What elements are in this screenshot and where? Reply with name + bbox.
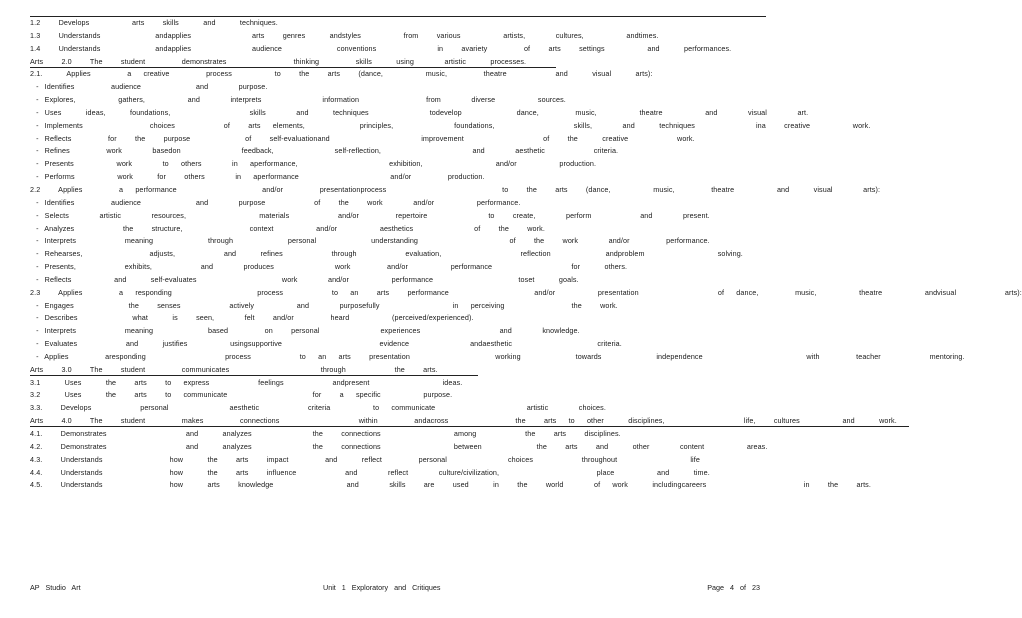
section-heading: Arts 4.0 The student makes connections within andacross the arts to other disciplines, life, cultures and work.: [30, 415, 770, 428]
bullet-line: - Evaluates and justifies usingsupportive evidence andaesthetic criteria.: [30, 339, 622, 349]
standard-line: 4.1. Demonstrates and analyzes the connections among the arts disciplines.: [30, 429, 621, 438]
standard-line: 1.4 Understands andapplies audience conventions in avariety of arts settings and performances.: [30, 43, 732, 53]
bullet-line: - Implements choices of arts elements, principles, foundations, skills, and techniques ina creative work.: [30, 120, 871, 130]
footer-page-number: Page 4 of 23: [707, 583, 760, 592]
standard-line: 3.3. Develops personal aesthetic criteria to communicate artistic choices.: [30, 403, 606, 413]
section-heading: Arts 2.0 The student demonstrates thinking skills using artistic processes.: [30, 56, 770, 69]
bullet-line: - Uses ideas, foundations, skills and techniques todevelop dance, music, theatre and visual art.: [30, 107, 809, 117]
bullet-line: - Rehearses, adjusts, and refines through evaluation, reflection andproblem solving.: [30, 249, 743, 259]
bullet-line: - Reflects for the purpose of self-evaluationand improvement of the creative work.: [30, 133, 695, 143]
bullet-line: - Explores, gathers, and interprets information from diverse sources.: [30, 95, 566, 105]
standard-line: 2.3 Applies a responding process to an arts performance and/or presentation of dance, music, theatre andvisual arts):: [30, 287, 1022, 297]
standard-line: 4.3. Understands how the arts impact and reflect personal choices throughout life: [30, 454, 700, 464]
standard-line: 3.1 Uses the arts to express feelings andpresent ideas.: [30, 377, 463, 387]
footer-unit: Unit 1 Exploratory and Critiques: [323, 583, 441, 592]
bullet-line: - Describes what is seen, felt and/or heard (perceived/experienced).: [30, 313, 474, 323]
bullet-line: - Refines work basedon feedback, self-reflection, and aesthetic criteria.: [30, 146, 619, 156]
bullet-line: - Presents, exhibits, and produces work and/or performance for others.: [30, 262, 628, 272]
standard-line: 1.3 Understands andapplies arts genres andstyles from various artists, cultures, andtimes.: [30, 30, 659, 40]
standard-line: 4.2. Demonstrates and analyzes the connections between the arts and other content areas.: [30, 441, 768, 451]
bullet-line: - Analyzes the structure, context and/or aesthetics of the work.: [30, 223, 545, 233]
standard-line: 3.2 Uses the arts to communicate for a specific purpose.: [30, 390, 453, 400]
standard-line: 4.4. Understands how the arts influence and reflect culture/civilization, place and time.: [30, 467, 710, 477]
document-body: [30, 17, 1022, 492]
standard-line: 4.5. Understands how arts knowledge and skills are used in the world of work includingcareers in the arts.: [30, 480, 871, 490]
bullet-line: - Reflects and self-evaluates work and/or performance toset goals.: [30, 274, 579, 284]
page-footer: [30, 582, 760, 594]
bullet-line: - Identifies audience and purpose of the work and/or performance.: [30, 197, 521, 207]
bullet-line: - Applies aresponding process to an arts presentation working towards independence with teacher mentoring.: [30, 351, 965, 361]
bullet-line: - Interprets meaning through personal understanding of the work and/or performance.: [30, 236, 710, 246]
bullet-line: - Selects artistic resources, materials and/or repertoire to create, perform and present.: [30, 210, 710, 220]
bullet-line: - Engages the senses actively and purposefully in perceiving the work.: [30, 300, 618, 310]
standard-line: 1.2 Develops arts skills and techniques.: [30, 18, 278, 27]
bullet-line: - Performs work for others in aperformance and/or production.: [30, 172, 485, 182]
footer-course: AP Studio Art: [30, 583, 81, 592]
standard-line: 2.2 Applies a performance and/or presentationprocess to the arts (dance, music, theatre and visual arts):: [30, 184, 881, 194]
bullet-line: - Presents work to others in aperformance, exhibition, and/or production.: [30, 159, 597, 169]
bullet-line: - Identifies audience and purpose.: [30, 82, 268, 92]
section-heading: Arts 3.0 The student communicates through the arts.: [30, 364, 770, 377]
bullet-line: - Interprets meaning based on personal experiences and knowledge.: [30, 326, 580, 336]
standard-line: 2.1. Applies a creative process to the arts (dance, music, theatre and visual arts):: [30, 69, 653, 79]
